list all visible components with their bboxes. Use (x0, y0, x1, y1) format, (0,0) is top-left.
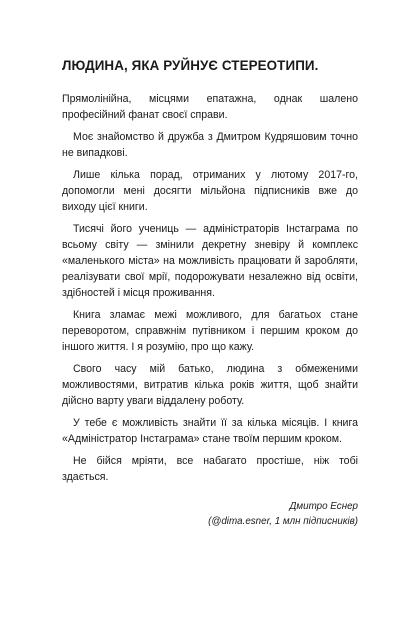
signature-name: Дмитро Еснер (289, 501, 358, 512)
paragraph: Лише кілька порад, отриманих у лютому 2017-го, допомогли мені досягти мільйона підписників вже до виходу цієї книги. (62, 169, 358, 213)
paragraph: Прямолінійна, місцями епатажна, однак шалено професійний фанат своєї справи. (62, 93, 358, 121)
paragraph: У тебе є можливість знайти її за кілька місяців. І книга «Адміністратор Інстаграма» стане твоїм першим кроком. (62, 417, 358, 445)
paragraph: Не бійся мріяти, все набагато простіше, ніж тобі здається. (62, 455, 358, 483)
paragraph: Книга зламає межі можливого, для багатьох стане переворотом, справжнім путівником і першим кроком до іншого життя. І я розумію, про що кажу. (62, 309, 358, 353)
page-title: ЛЮДИНА, ЯКА РУЙНУЄ СТЕРЕОТИПИ. (62, 58, 319, 73)
paragraph: Тисячі його учениць — адміністраторів Інстаграма по всьому світу — змінили декретну зневіру й комплекс «маленького міста» на можливість працювати й заробляти, реалізувати свої мрії, подорожувати незалежно від освіти, здібностей і місця проживання. (62, 223, 358, 299)
signature-handle: (@dima.esner, 1 млн підписників) (208, 516, 358, 527)
page-content (62, 58, 358, 527)
signature-block (208, 499, 358, 529)
paragraph: Моє знайомство й дружба з Дмитром Кудряшовим точно не випадкові. (62, 131, 358, 159)
paragraph: Свого часу мій батько, людина з обмеженими можливостями, витратив кілька років життя, щоб знайти дійсно варту уваги віддалену роботу. (62, 363, 358, 407)
